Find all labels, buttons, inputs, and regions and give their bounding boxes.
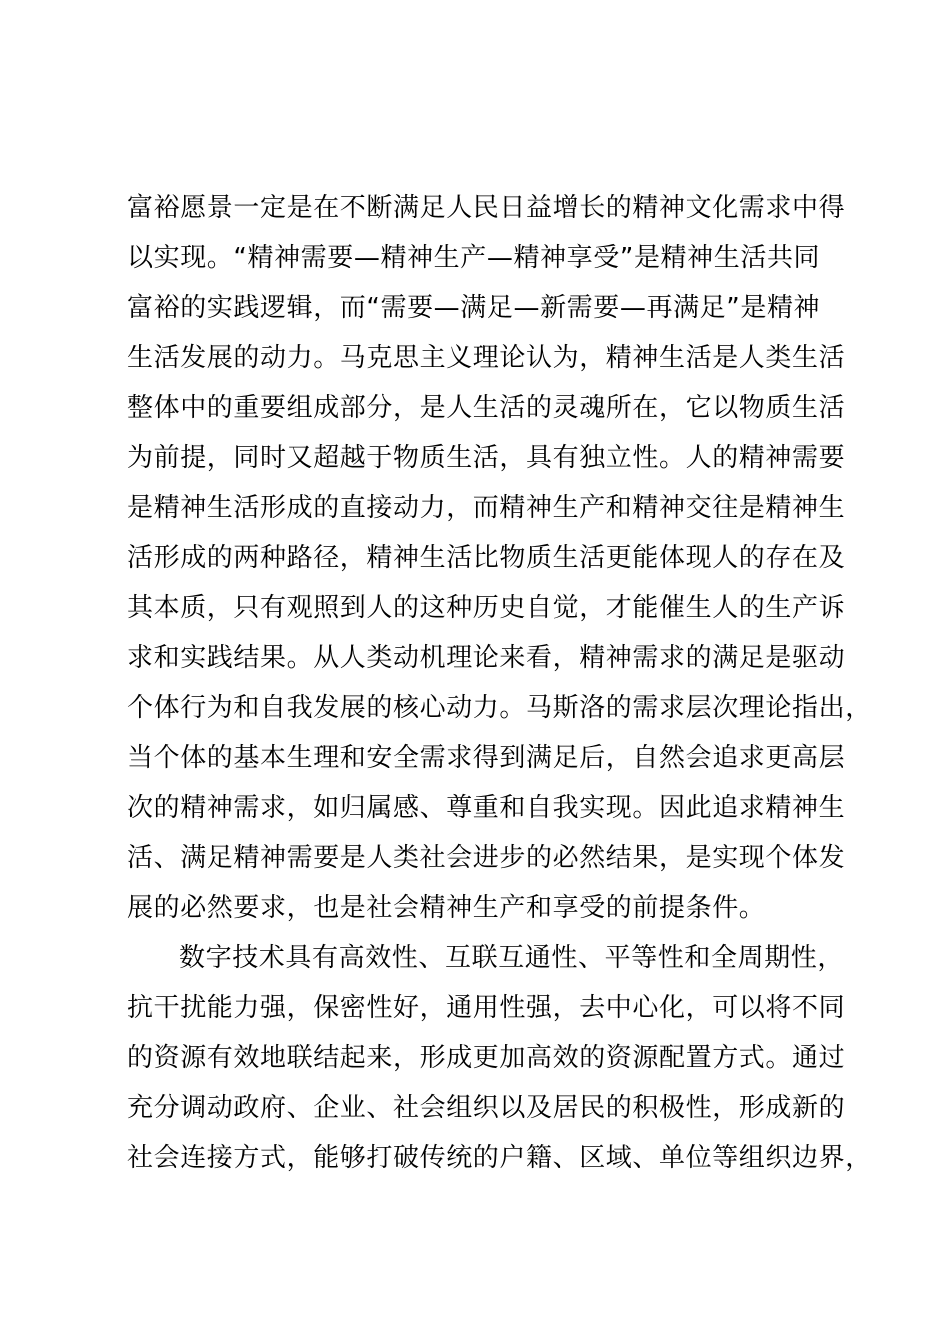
- text-line: 整体中的重要组成部分，是人生活的灵魂所在，它以物质生活: [127, 393, 846, 423]
- text-line: 以实现。“精神需要—精神生产—精神享受”是精神生活共同: [127, 243, 821, 273]
- text-line: 富裕的实践逻辑，而“需要—满足—新需要—再满足”是精神: [127, 293, 821, 323]
- body-text: [127, 183, 872, 1183]
- text-line: 充分调动政府、企业、社会组织以及居民的积极性，形成新的: [127, 1093, 846, 1123]
- text-line: 抗干扰能力强，保密性好，通用性强，去中心化，可以将不同: [127, 993, 846, 1023]
- text-line: 求和实践结果。从人类动机理论来看，精神需求的满足是驱动: [127, 643, 846, 673]
- text-line: 富裕愿景一定是在不断满足人民日益增长的精神文化需求中得: [127, 193, 846, 223]
- text-line: 是精神生活形成的直接动力，而精神生产和精神交往是精神生: [127, 493, 846, 523]
- text-line: 活、满足精神需要是人类社会进步的必然结果，是实现个体发: [127, 843, 846, 873]
- text-line: 展的必然要求，也是社会精神生产和享受的前提条件。: [127, 893, 766, 923]
- text-line: 为前提，同时又超越于物质生活，具有独立性。人的精神需要: [127, 443, 846, 473]
- text-line: 生活发展的动力。马克思主义理论认为，精神生活是人类生活: [127, 343, 846, 373]
- text-line: 的资源有效地联结起来，形成更加高效的资源配置方式。通过: [127, 1043, 846, 1073]
- text-line: 当个体的基本生理和安全需求得到满足后，自然会追求更高层: [127, 743, 846, 773]
- text-line: 活形成的两种路径，精神生活比物质生活更能体现人的存在及: [127, 543, 846, 573]
- text-line: 个体行为和自我发展的核心动力。马斯洛的需求层次理论指出，: [127, 693, 872, 723]
- text-line: 次的精神需求，如归属感、尊重和自我实现。因此追求精神生: [127, 793, 846, 823]
- text-line: 其本质，只有观照到人的这种历史自觉，才能催生人的生产诉: [127, 593, 846, 623]
- text-line: 社会连接方式，能够打破传统的户籍、区域、单位等组织边界，: [127, 1143, 872, 1173]
- paragraph-start-line: 数字技术具有高效性、互联互通性、平等性和全周期性，: [179, 943, 845, 973]
